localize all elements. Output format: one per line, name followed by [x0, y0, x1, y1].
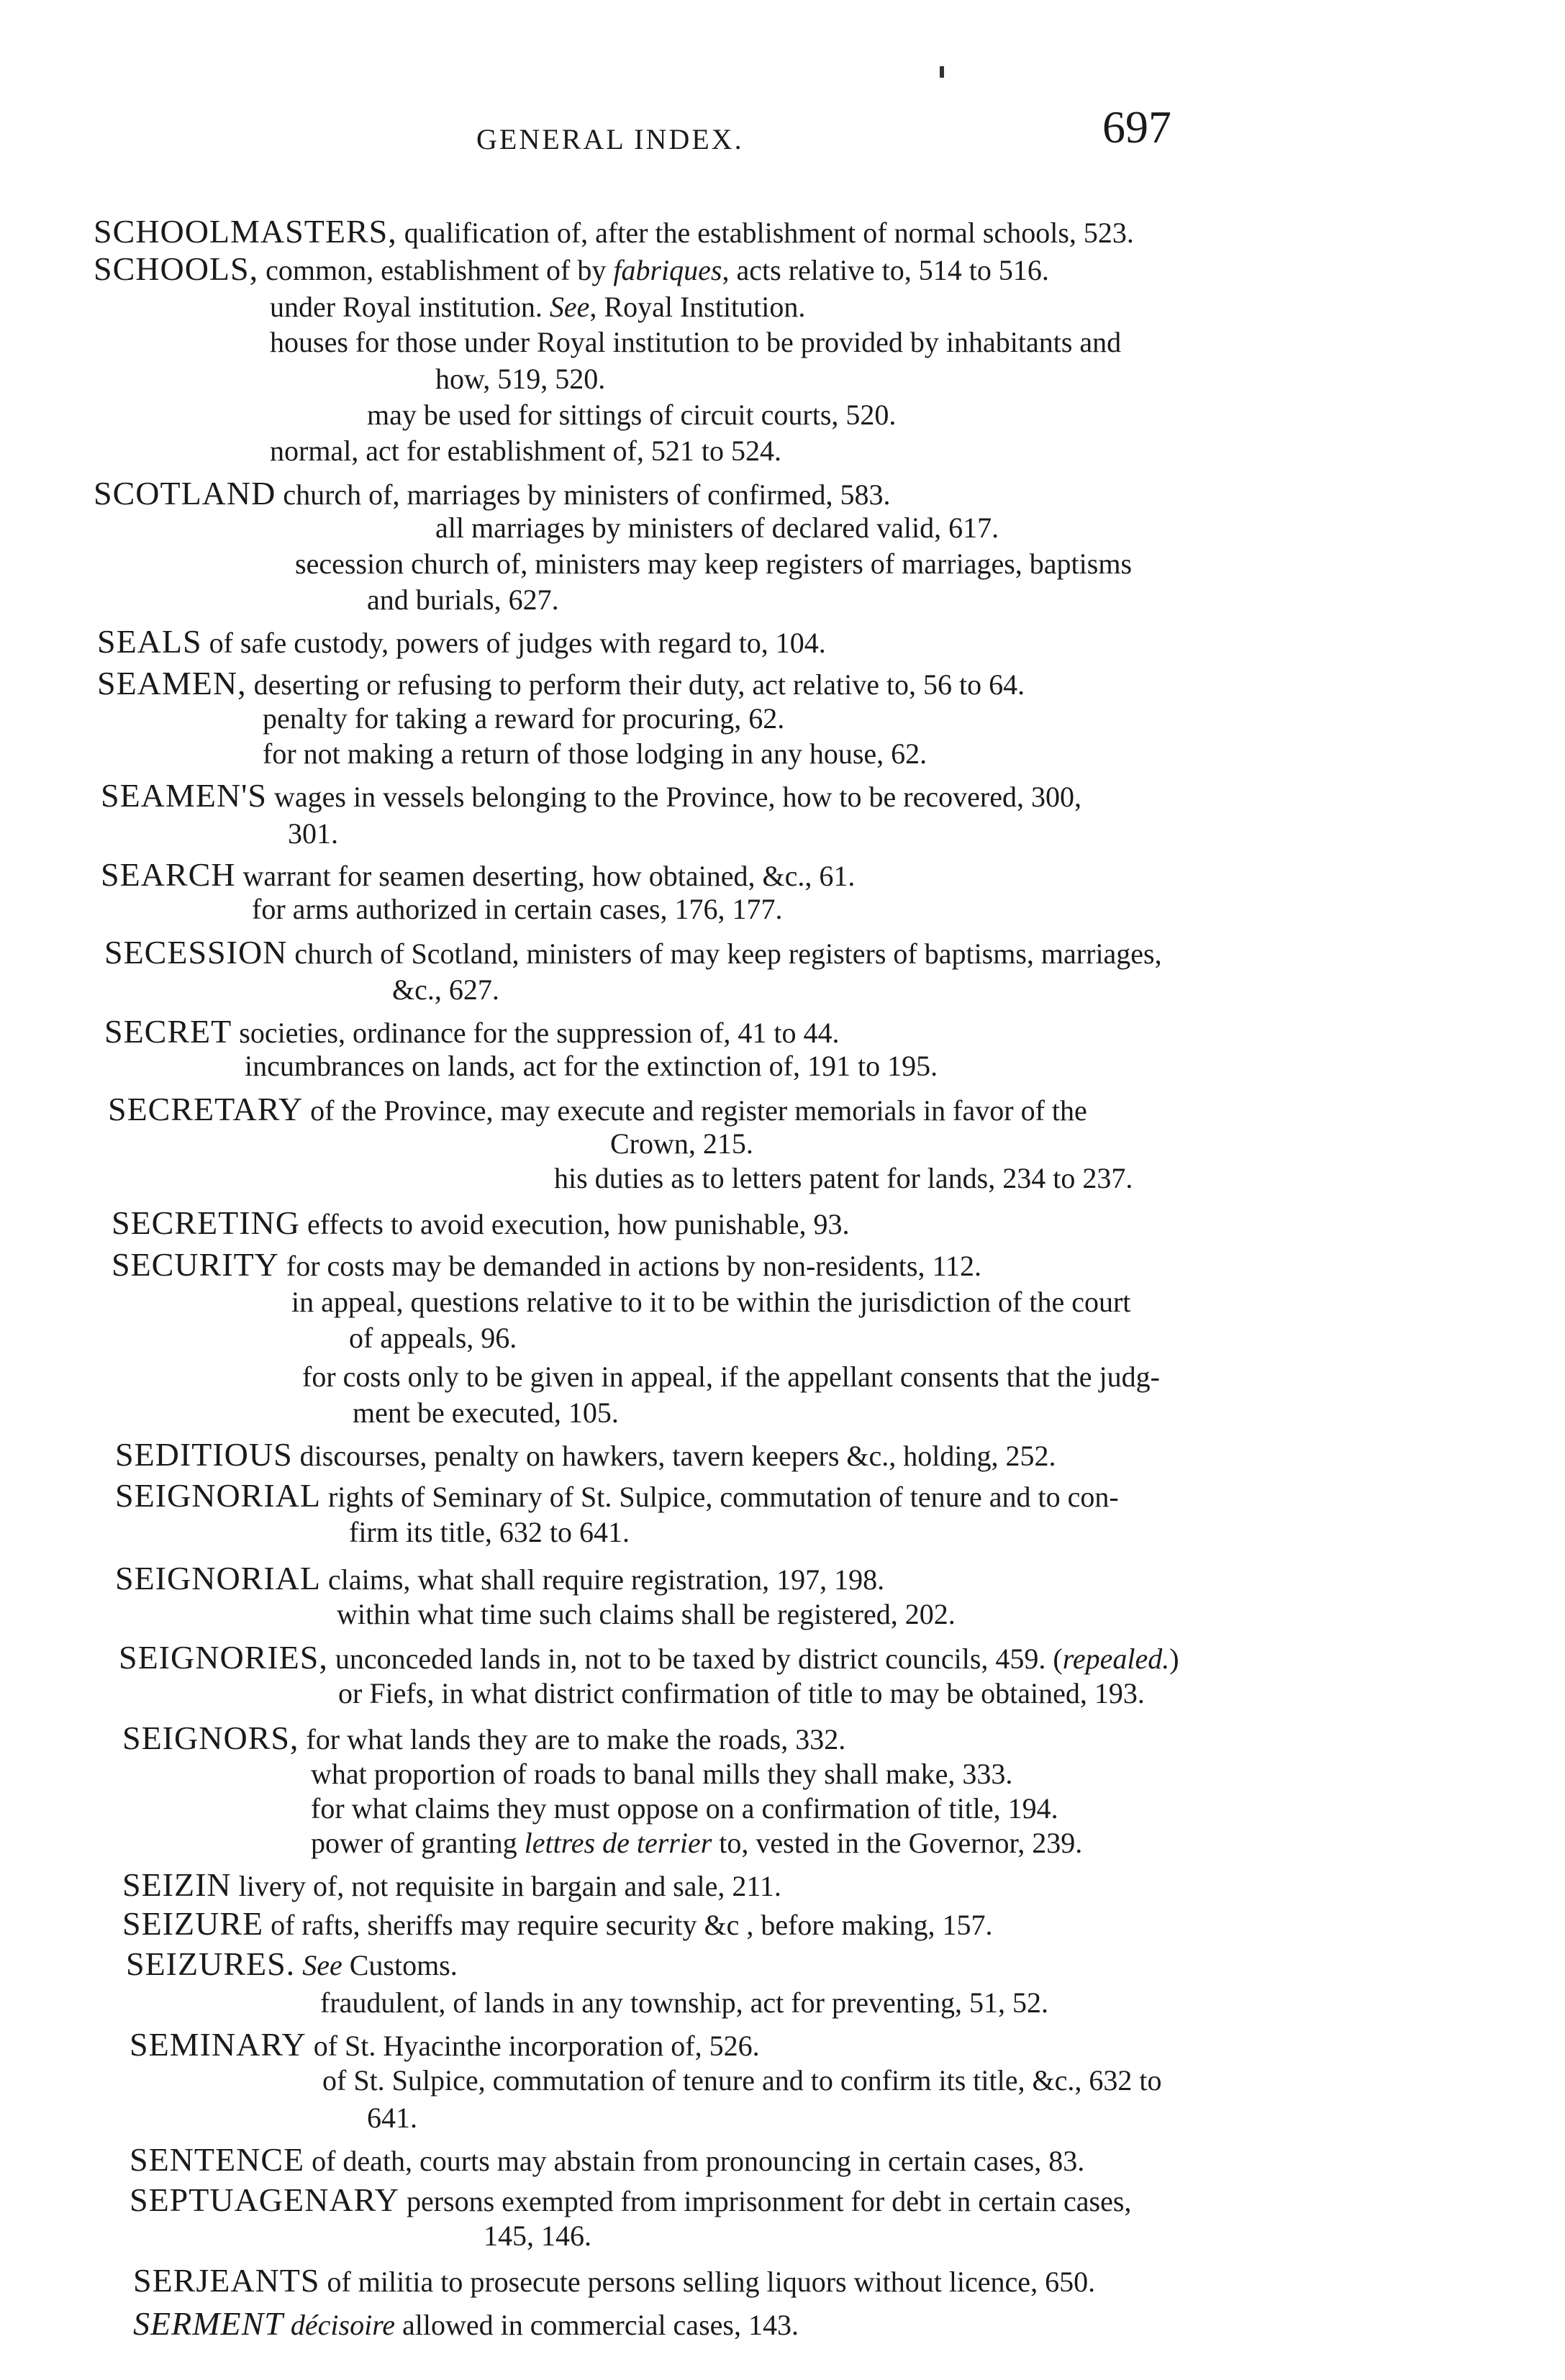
entry-text: persons exempted from imprisonment for debt in certain cases, [406, 2185, 1132, 2217]
entry-subline: incumbrances on lands, act for the extinction of, 191 to 195. [245, 1050, 938, 1082]
entry-text: societies, ordinance for the suppression of, 41 to 44. [239, 1017, 840, 1049]
entry-subline: and burials, 627. [367, 583, 559, 616]
entry-headword: SEAMEN, [97, 665, 247, 701]
entry-subline: in appeal, questions relative to it to be within the jurisdiction of the court [291, 1286, 1131, 1318]
index-entry [101, 858, 855, 894]
entry-headword: SECRET [104, 1013, 232, 1050]
entry-headword: SCHOOLMASTERS, [94, 213, 397, 250]
entry-text: livery of, not requisite in bargain and sale, 211. [238, 1870, 781, 1902]
entry-subline: firm its title, 632 to 641. [349, 1516, 630, 1548]
index-entry [101, 778, 1081, 814]
index-entry [130, 2183, 1131, 2219]
index-entry [122, 1868, 781, 1904]
entry-text: of rafts, sheriffs may require security &c , before making, 157. [271, 1909, 993, 1941]
entry-subline: or Fiefs, in what district confirmation of title to may be obtained, 193. [338, 1677, 1145, 1709]
entry-headword: SEIGNORIES, [119, 1639, 328, 1676]
index-entry [133, 2307, 799, 2343]
entry-text: qualification of, after the establishment of normal schools, 523. [404, 217, 1134, 249]
entry-headword: SECRETARY [108, 1091, 304, 1127]
index-entry [122, 1721, 845, 1757]
index-entry [112, 1248, 981, 1284]
entry-headword: SECRETING [112, 1204, 300, 1241]
entry-subline: secession church of, ministers may keep registers of marriages, baptisms [295, 548, 1133, 580]
entry-headword: SEIZURE [122, 1905, 264, 1942]
entry-subline: 301. [288, 817, 338, 850]
entry-text: , acts relative to, 514 to 516. [722, 254, 1049, 286]
entry-text-italic: lettres de terrier [524, 1827, 712, 1859]
index-entry [112, 1206, 850, 1242]
page-number: 697 [1102, 101, 1171, 153]
entry-text: of militia to prosecute persons selling liquors without licence, 650. [327, 2266, 1096, 2298]
entry-headword: SEARCH [101, 856, 236, 893]
printer-mark [940, 66, 944, 78]
entry-subline: for not making a return of those lodging in any house, 62. [263, 737, 927, 770]
index-entry [104, 935, 1162, 971]
entry-subline: 145, 146. [484, 2220, 591, 2252]
entry-text: of death, courts may abstain from pronouncing in certain cases, 83. [312, 2145, 1085, 2177]
index-entry [97, 666, 1025, 702]
entry-subline: for costs only to be given in appeal, if the appellant consents that the judg- [302, 1361, 1160, 1393]
entry-text: claims, what shall require registration, 197, 198. [327, 1563, 885, 1596]
entry-headword: SERJEANTS [133, 2262, 320, 2299]
entry-text: warrant for seamen deserting, how obtained, &c., 61. [242, 860, 856, 892]
index-entry [115, 1561, 884, 1597]
entry-subline: what proportion of roads to banal mills they shall make, 333. [311, 1758, 1013, 1790]
entry-text: rights of Seminary of St. Sulpice, commutation of tenure and to con- [327, 1481, 1119, 1513]
index-entry [108, 1092, 1087, 1128]
index-entry [104, 1014, 840, 1050]
entry-headword: SCHOOLS, [94, 250, 259, 287]
index-entry [94, 214, 1134, 250]
entry-subline: may be used for sittings of circuit courts, 520. [367, 399, 897, 431]
index-entry [115, 1437, 1056, 1473]
entry-text: of St. Hyacinthe incorporation of, 526. [313, 2030, 760, 2062]
entry-text: effects to avoid execution, how punishable, 93. [307, 1208, 850, 1240]
entry-subline: for what claims they must oppose on a confirmation of title, 194. [311, 1792, 1058, 1825]
index-entry [126, 1947, 458, 1983]
index-entry [97, 624, 826, 660]
entry-text: allowed in commercial cases, 143. [395, 2309, 799, 2341]
entry-text-italic: fabriques [613, 254, 722, 286]
entry-text-italic: décisoire [290, 2309, 396, 2341]
entry-text: common, establishment of by [266, 254, 614, 286]
index-entry [133, 2263, 1095, 2299]
entry-text: for what lands they are to make the roads, 332. [306, 1723, 846, 1756]
entry-text-italic: repealed. [1062, 1643, 1170, 1675]
entry-subline: of appeals, 96. [349, 1322, 517, 1354]
entry-text-italic: See [302, 1949, 343, 1981]
entry-text: of safe custody, powers of judges with regard to, 104. [209, 627, 826, 659]
entry-subline: normal, act for establishment of, 521 to 524. [270, 435, 781, 467]
index-entry [122, 1907, 993, 1943]
entry-headword: SENTENCE [130, 2141, 305, 2178]
entry-headword: SERMENT [133, 2305, 283, 2342]
entry-subline [311, 1826, 1082, 1861]
entry-text: unconceded lands in, not to be taxed by district councils, 459. ( [335, 1643, 1063, 1675]
entry-subline: within what time such claims shall be registered, 202. [337, 1598, 956, 1630]
entry-text: to, vested in the Governor, 239. [712, 1827, 1083, 1859]
entry-subline: all marriages by ministers of declared valid, 617. [435, 512, 999, 544]
index-entry [94, 252, 1049, 288]
index-entry [94, 476, 891, 512]
entry-subline: of St. Sulpice, commutation of tenure and to confirm its title, &c., 632 to [322, 2064, 1162, 2097]
entry-text: church of, marriages by ministers of confirmed, 583. [283, 478, 891, 511]
entry-text: discourses, penalty on hawkers, tavern keepers &c., holding, 252. [299, 1440, 1056, 1472]
index-entry [115, 1479, 1119, 1514]
entry-headword: SEIGNORIAL [115, 1477, 321, 1514]
entry-text: , Royal Institution. [589, 291, 806, 323]
index-entry [119, 1640, 1179, 1676]
entry-headword: SCOTLAND [94, 475, 276, 512]
entry-subline: his duties as to letters patent for lands, 234 to 237. [554, 1162, 1133, 1194]
entry-subline: houses for those under Royal institution to be provided by inhabitants and [270, 326, 1122, 358]
entry-headword: SEPTUAGENARY [130, 2181, 399, 2218]
entry-headword: SEIGNORS, [122, 1720, 299, 1756]
entry-text: ) [1169, 1643, 1179, 1675]
entry-text: under Royal institution. [270, 291, 550, 323]
entry-headword: SEAMEN'S [101, 777, 267, 814]
entry-headword: SEIZIN [122, 1866, 232, 1903]
entry-text: power of granting [311, 1827, 525, 1859]
entry-text: church of Scotland, ministers of may keep registers of baptisms, marriages, [294, 937, 1162, 970]
entry-text: of the Province, may execute and register memorials in favor of the [310, 1094, 1087, 1127]
entry-text: wages in vessels belonging to the Province, how to be recovered, 300, [274, 781, 1081, 813]
entry-headword: SEALS [97, 623, 202, 660]
entry-subline: ment be executed, 105. [353, 1396, 619, 1429]
entry-text: Customs. [342, 1949, 458, 1981]
entry-headword: SECESSION [104, 934, 288, 971]
entry-headword: SEMINARY [130, 2026, 307, 2063]
entry-headword: SEIZURES. [126, 1945, 296, 1982]
entry-subline: &c., 627. [392, 973, 499, 1006]
page-title: GENERAL INDEX. [476, 123, 744, 155]
entry-subline [270, 290, 805, 324]
entry-subline: fraudulent, of lands in any township, act for preventing, 51, 52. [320, 1986, 1048, 2019]
entry-headword: SEIGNORIAL [115, 1560, 321, 1596]
index-entry [130, 2027, 760, 2063]
entry-subline: Crown, 215. [610, 1127, 753, 1160]
entry-text: deserting or refusing to perform their duty, act relative to, 56 to 64. [253, 668, 1025, 701]
entry-subline: how, 519, 520. [435, 363, 606, 395]
entry-subline: penalty for taking a reward for procuring, 62. [263, 702, 785, 735]
entry-subline: for arms authorized in certain cases, 176, 177. [252, 893, 783, 925]
entry-headword: SEDITIOUS [115, 1436, 293, 1473]
entry-text: for costs may be demanded in actions by non-residents, 112. [286, 1250, 981, 1282]
entry-text-italic: See [549, 291, 590, 323]
entry-headword: SECURITY [112, 1246, 279, 1283]
entry-subline: 641. [367, 2102, 417, 2134]
index-entry [130, 2143, 1084, 2179]
